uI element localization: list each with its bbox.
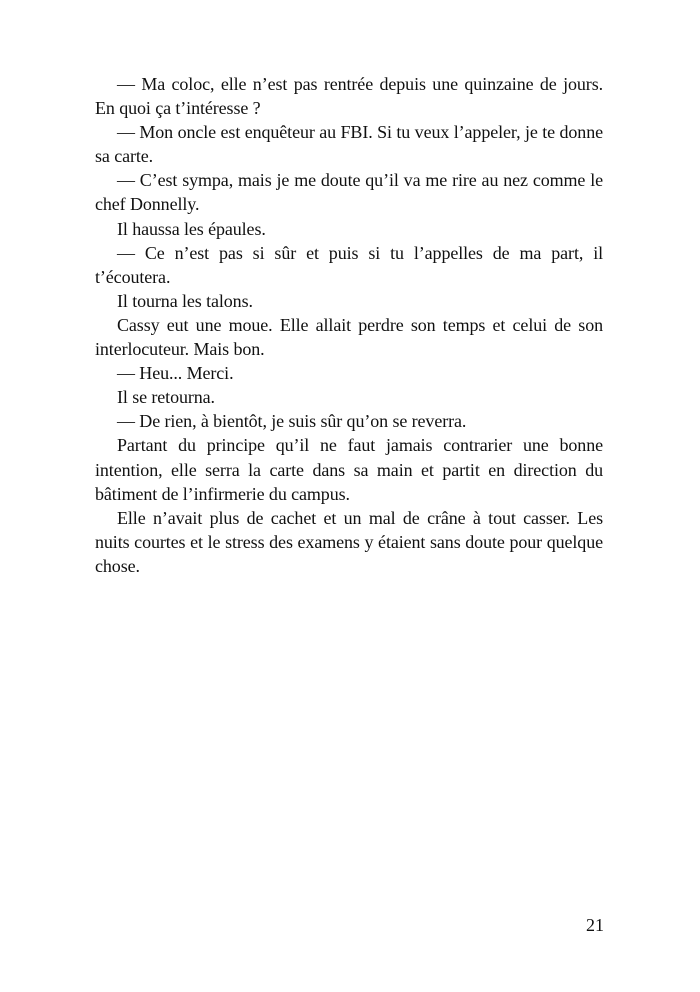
paragraph: Il haussa les épaules. bbox=[117, 218, 266, 239]
paragraph: — De rien, à bientôt, je suis sûr qu’on se reverra. bbox=[117, 411, 467, 432]
paragraph: Cassy eut une moue. Elle allait perdre son temps et celui de son interlocuteur. Mais bon. bbox=[95, 314, 603, 360]
page-number: 21 bbox=[586, 915, 604, 935]
paragraph: — Mon oncle est enquêteur au FBI. Si tu veux l’appeler, je te donne sa carte. bbox=[95, 122, 603, 167]
paragraph: — Ma coloc, elle n’est pas rentrée depuis une quinzaine de jours. En quoi ça t’intéresse ? bbox=[95, 74, 603, 119]
paragraph: Il tourna les talons. bbox=[117, 290, 253, 311]
paragraph: — Ce n’est pas si sûr et puis si tu l’appelles de ma part, il t’écoutera. bbox=[95, 242, 603, 287]
paragraph: — C’est sympa, mais je me doute qu’il va me rire au nez comme le chef Donnelly. bbox=[95, 170, 603, 215]
paragraph: — Heu... Merci. bbox=[117, 363, 234, 384]
page-body-text bbox=[95, 72, 603, 578]
paragraph: Il se retourna. bbox=[117, 387, 215, 408]
paragraph: Partant du principe qu’il ne faut jamais contrarier une bonne intention, elle serra la carte dans sa main et partit en direction du bâtiment de l’infirmerie du campus. bbox=[95, 435, 603, 504]
paragraph: Elle n’avait plus de cachet et un mal de crâne à tout casser. Les nuits courtes et le stress des examens y étaient sans doute pour quelque chose. bbox=[95, 507, 603, 576]
